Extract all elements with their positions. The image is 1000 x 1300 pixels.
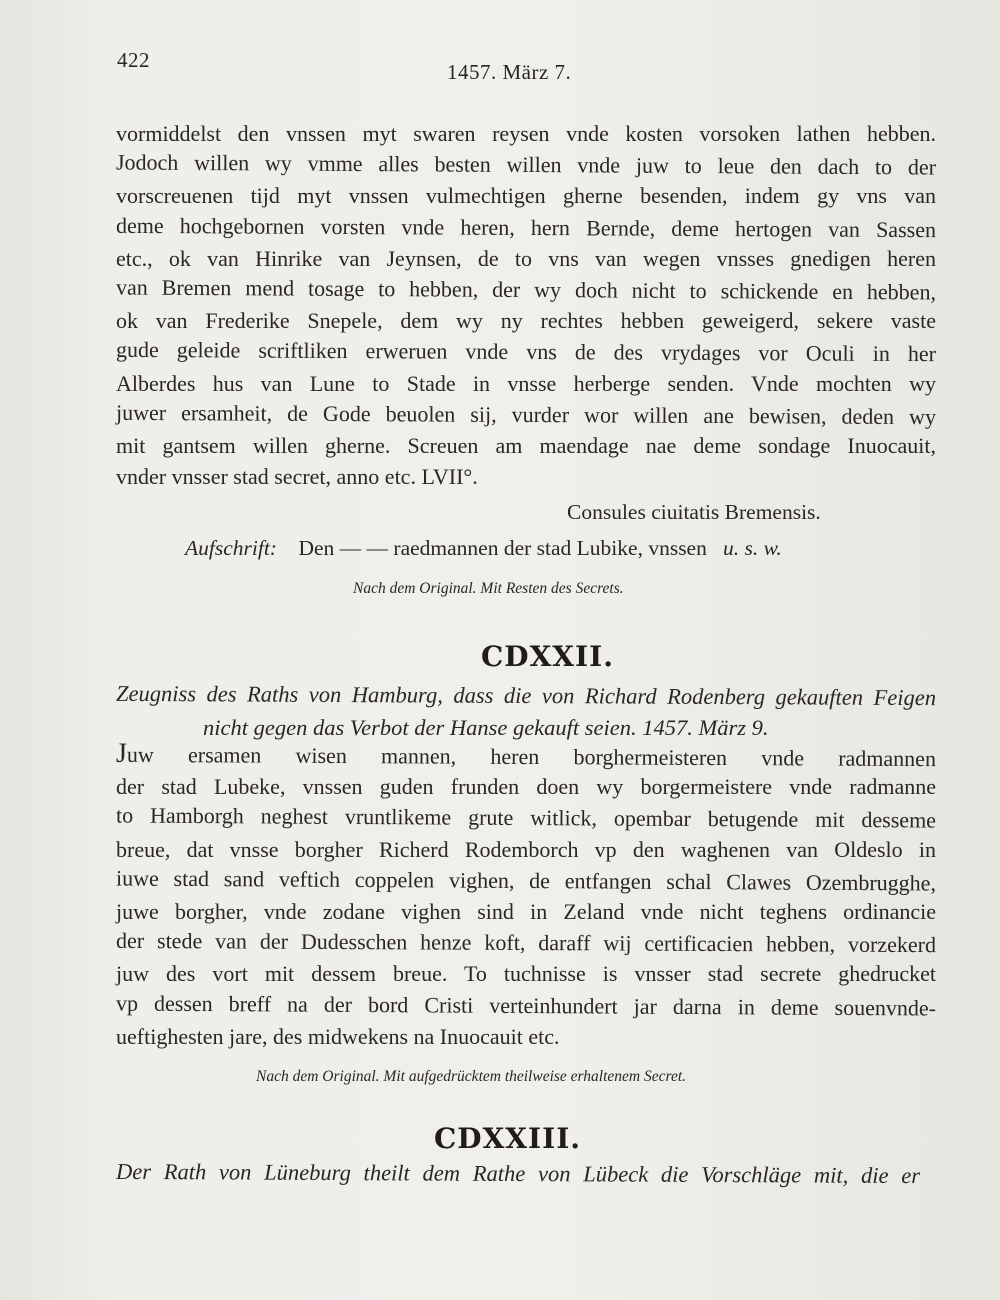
text-line: juwe borgher, vnde zodane vighen sind in Zeland vnde nicht teghens ordinancie xyxy=(116,898,936,924)
text-line: mit gantsem willen gherne. Screuen am maendage nae deme sondage Inuocauit, xyxy=(116,432,936,458)
heading-line: nicht gegen das Verbot der Hanse gekauft seien. 1457. März 9. xyxy=(203,715,769,740)
text-line: juw des vort mit dessem breue. To tuchnisse is vnsser stad secrete ghedrucket xyxy=(116,961,936,987)
text-line: der stad Lubeke, vnssen guden frunden doen wy borgermeistere vnde radmanne xyxy=(116,774,936,800)
signature-line: Consules ciuitatis Bremensis. xyxy=(567,500,821,524)
running-head: 1457. März 7. xyxy=(447,60,572,84)
source-note: Nach dem Original. Mit Resten des Secrets. xyxy=(353,580,624,597)
first-line-text: uw ersamen wisen mannen, heren borghermeisteren vnde radmannen xyxy=(126,741,937,772)
text-line: van Bremen mend tosage to hebben, der wy doch nicht to schickende en hebben, xyxy=(115,274,937,305)
page-header xyxy=(117,44,937,84)
text-line: to Hamborgh neghest vruntlikeme grute witlick, opembar betugende mit desseme xyxy=(115,802,937,833)
heading-line: Der Rath von Lüneburg theilt dem Rathe von Lübeck die Vorschläge mit, die er xyxy=(115,1158,921,1189)
document-heading xyxy=(116,680,936,744)
text-line xyxy=(116,738,936,773)
text-line: deme hochgebornen vorsten vnde heren, hern Bernde, deme hertogen van Sassen xyxy=(115,212,937,242)
address-text: Den — — raedmannen der stad Lubike, vnssen xyxy=(298,536,707,560)
document-numeral: CDXXIII. xyxy=(434,1122,582,1155)
text-line: breue, dat vnsse borgher Richerd Rodemborch vp den waghenen van Oldeslo in xyxy=(116,836,936,862)
text-line: vnder vnsser stad secret, anno etc. LVII°. xyxy=(116,464,478,490)
text-line: der stede van der Dudesschen henze koft, daraff wij certificacien hebben, vorzekerd xyxy=(115,927,937,958)
page-number: 422 xyxy=(117,48,150,72)
address-line xyxy=(185,536,782,561)
document-body-hamburg xyxy=(115,737,937,1052)
document-heading xyxy=(116,1158,920,1190)
heading-line: Zeugniss des Raths von Hamburg, dass die von Richard Rodenberg gekauften Feigen xyxy=(115,680,937,711)
address-label: Aufschrift: xyxy=(185,536,277,560)
document-body-bremen xyxy=(116,118,936,492)
address-abbreviation: u. s. w. xyxy=(722,536,782,560)
text-line: vormiddelst den vnssen myt swaren reysen vnde kosten vorsoken lathen hebben. xyxy=(116,121,936,146)
source-note: Nach dem Original. Mit aufgedrücktem theilweise erhaltenem Secret. xyxy=(256,1068,687,1085)
text-line: Alberdes hus van Lune to Stade in vnsse herberge senden. Vnde mochten wy xyxy=(116,370,936,396)
text-line: juwer ersamheit, de Gode beuolen sij, vurder wor willen ane bewisen, deden wy xyxy=(115,399,937,429)
text-line: gude geleide scriftliken erweruen vnde vns de des vrydages vor Oculi in her xyxy=(115,337,937,367)
text-line: ok van Frederike Snepele, dem wy ny rechtes hebben geweigerd, sekere vaste xyxy=(116,308,936,334)
text-line: etc., ok van Hinrike van Jeynsen, de to vns van wegen vnsses gnedigen heren xyxy=(116,245,936,271)
initial-letter: J xyxy=(115,737,127,769)
text-line: vorscreuenen tijd myt vnssen vulmechtigen gherne besenden, indem gy vns van xyxy=(116,183,936,209)
document-numeral: CDXXII. xyxy=(481,640,614,673)
text-line: ueftighesten jare, des midwekens na Inuocauit etc. xyxy=(116,1023,560,1049)
text-line: vp dessen breff na der bord Cristi verteinhundert jar darna in deme souenvnde- xyxy=(115,989,937,1021)
text-line: Jodoch willen wy vmme alles besten willen vnde juw to leue den dach to der xyxy=(115,149,937,180)
text-line: iuwe stad sand veftich coppelen vighen, de entfangen schal Clawes Ozembrugghe, xyxy=(115,865,937,896)
